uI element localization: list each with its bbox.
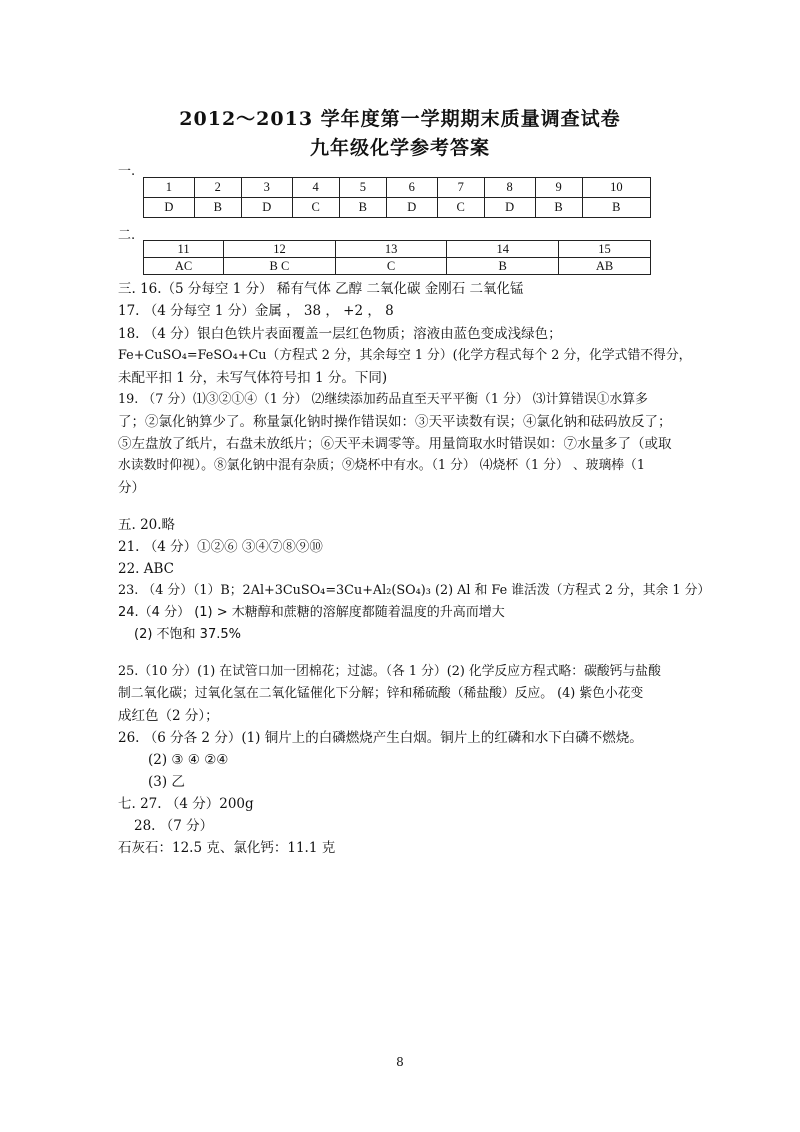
table-cell: 15 [559,241,651,258]
table-cell: B [447,258,559,275]
table-cell: 3 [241,178,292,198]
answer-line-20: 五. 20.略 [118,517,176,533]
answer-line-25a: 25.（10 分）(1) 在试管口加一团棉花；过滤。（各 1 分）(2) 化学反应方程式略：碳酸钙与盐酸 [118,664,661,679]
answer-line-21: 21. （4 分）①②⑥ ③④⑦⑧⑨⑩ [118,539,323,555]
table-row [144,241,651,258]
answer-line-18c: 未配平扣 1 分，未写气体符号扣 1 分。下同) [118,370,388,386]
answer-line-19e: 分） [118,480,145,496]
answer-line-16: 三. 16.（5 分每空 1 分） 稀有气体 乙醇 二氧化碳 金刚石 二氧化锰 [118,281,524,297]
table-cell: 2 [194,178,241,198]
table-cell: D [144,198,195,218]
table-cell: 7 [437,178,484,198]
table-cell: 9 [535,178,582,198]
table-row [144,198,651,218]
table-cell: B [194,198,241,218]
answer-line-19a: 19. （7 分）⑴③②①④（1 分） ⑵继续添加药品直至天平平衡（1 分） ⑶计算错误①水算多 [118,392,648,407]
table-cell: 10 [582,178,650,198]
table-cell: AB [559,258,651,275]
answer-line-19b: 了；②氯化钠算少了。称量氯化钠时操作错误如：③天平读数有误；④氯化钠和砝码放反了； [118,414,672,430]
table-cell: AC [144,258,224,275]
page-number: 8 [396,1055,404,1069]
table-cell: B [535,198,582,218]
table-cell: 5 [339,178,386,198]
section-two-label: 二. [118,228,136,243]
table-cell: 8 [484,178,535,198]
table-cell: C [437,198,484,218]
answer-line-25b: 制二氧化碳；过氧化氢在二氧化锰催化下分解；锌和稀硫酸（稀盐酸）反应。 (4) 紫色小花变 [118,686,644,701]
table-cell: D [241,198,292,218]
section-one-label: 一. [118,164,136,179]
document-title: 2012～2013 学年度第一学期期末质量调查试卷 [179,108,621,130]
table-row [144,258,651,275]
table-cell: D [386,198,437,218]
answer-table-2 [143,240,651,275]
answer-line-23: 23. （4 分）（1）B；2Al+3CuSO₄=3Cu+Al₂(SO₄)₃ (2) Al 和 Fe 谁活泼（方程式 2 分，其余 1 分） [118,583,711,598]
answer-line-24a: 24.（4 分） (1) > 木糖醇和蔗糖的溶解度都随着温度的升高而增大 [118,605,505,620]
table-cell: B [339,198,386,218]
table-cell: 4 [292,178,339,198]
answer-line-19c: ⑤左盘放了纸片，右盘未放纸片；⑥天平未调零等。用量筒取水时错误如：⑦水量多了（或取 [118,436,672,452]
table-cell: 13 [335,241,447,258]
table-cell: C [335,258,447,275]
table-cell: B C [224,258,336,275]
answer-line-29: 石灰石：12.5 克、氯化钙：11.1 克 [118,840,336,856]
answer-line-26b: (2) ③ ④ ②④ [148,752,229,768]
answer-line-24b: (2) 不饱和 37.5% [134,627,241,642]
table-cell: 14 [447,241,559,258]
table-cell: 1 [144,178,195,198]
table-cell: 11 [144,241,224,258]
answer-table-1 [143,177,651,218]
document-subtitle: 九年级化学参考答案 [309,137,490,159]
answer-line-27: 七. 27. （4 分）200g [118,796,254,812]
table-cell: 6 [386,178,437,198]
answer-line-19d: 水读数时仰视）。⑧氯化钠中混有杂质；⑨烧杯中有水。（1 分） ⑷烧杯（1 分） 、玻璃棒（1 [118,458,645,473]
answer-line-22: 22. ABC [118,561,175,577]
answer-line-18b: Fe+CuSO₄=FeSO₄+Cu（方程式 2 分，其余每空 1 分）(化学方程式每个 2 分，化学式错不得分， [118,348,692,363]
table-cell: B [582,198,650,218]
answer-line-26c: (3) 乙 [148,774,185,790]
table-cell: C [292,198,339,218]
answer-line-28: 28. （7 分） [134,818,214,834]
table-cell: 12 [224,241,336,258]
table-cell: D [484,198,535,218]
answer-line-18a: 18. （4 分）银白色铁片表面覆盖一层红色物质；溶液由蓝色变成浅绿色； [118,326,562,342]
answer-line-26a: 26. （6 分各 2 分）(1) 铜片上的白磷燃烧产生白烟。铜片上的红磷和水下白磷不燃烧。 [118,730,643,746]
answer-line-25c: 成红色（2 分）； [118,708,219,724]
answer-line-17: 17. （4 分每空 1 分）金属 ， 38 ， +2 ， 8 [118,303,394,319]
table-row [144,178,651,198]
